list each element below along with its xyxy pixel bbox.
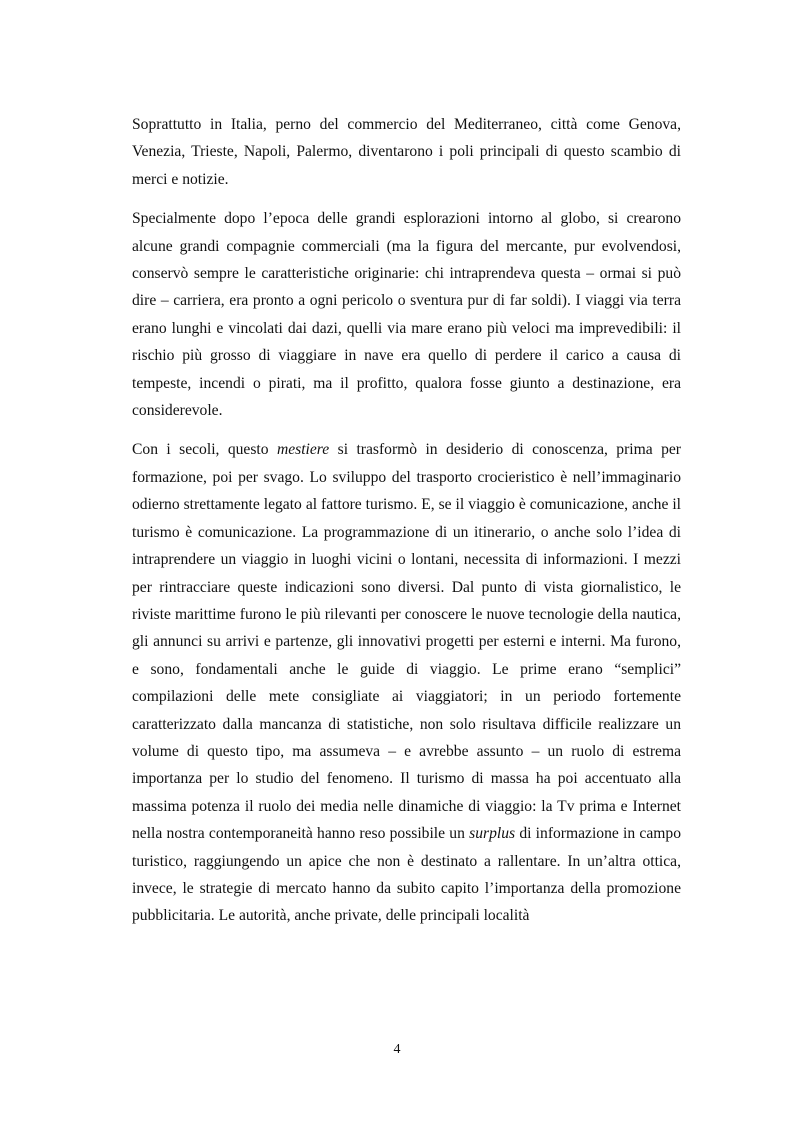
page-number: 4 bbox=[393, 1042, 401, 1057]
text-run: di informazione in campo turistico, raggiungendo un apice che non è destinato a rallentare. In un’altra ottica, invece, le strategie di mercato hanno da subito capito l’importanza della promozione pubblicitaria. Le autorità, anche private, delle principali località bbox=[132, 825, 681, 925]
text-run: si trasformò in desiderio di conoscenza, prima per formazione, poi per svago. Lo sviluppo del trasporto crocieristico è nell’immaginario odierno strettamente legato al fattore turismo. E, se il viaggio è comunicazione, anche il turismo è comunicazione. La programmazione di un itinerario, o anche solo l’idea di intraprendere un viaggio in luoghi vicini o lontani, necessita di informazioni. I mezzi per rintracciare queste indicazioni sono diversi. Dal punto di vista giornalistico, le riviste marittime furono le più rilevanti per conoscere le nuove tecnologie della nautica, gli annunci su arrivi e partenze, gli innovativi progetti per esterni e interni. Ma furono, e sono, fondamentali anche le guide di viaggio. Le prime erano “semplici” compilazioni delle mete consigliate ai viaggiatori; in un periodo fortemente caratterizzato dalla mancanza di statistiche, non solo risultava difficile realizzare un volume di questo tipo, ma assumeva – e avrebbe assunto – un ruolo di estrema importanza per lo studio del fenomeno. Il turismo di massa ha poi accentuato alla massima potenza il ruolo dei media nelle dinamiche di viaggio: la Tv prima e Internet nella nostra contemporaneità hanno reso possibile un bbox=[132, 441, 681, 843]
paragraph bbox=[132, 205, 681, 424]
text-run: Specialmente dopo l’epoca delle grandi esplorazioni intorno al globo, si crearono alcune grandi compagnie commerciali (ma la figura del mercante, pur evolvendosi, conservò sempre le caratteristiche originarie: chi intraprendeva questa – ormai si può dire – carriera, era pronto a ogni pericolo o sventura pur di far soldi). I viaggi via terra erano lunghi e vincolati dai dazi, quelli via mare erano più veloci ma imprevedibili: il rischio più grosso di viaggiare in nave era quello di perdere il carico a causa di tempeste, incendi o pirati, ma il profitto, qualora fosse giunto a destinazione, era considerevole. bbox=[132, 210, 681, 420]
text-run: Con i secoli, questo bbox=[132, 441, 277, 459]
document-body bbox=[132, 111, 681, 942]
text-run: Soprattutto in Italia, perno del commercio del Mediterraneo, città come Genova, Venezia, Trieste, Napoli, Palermo, diventarono i poli principali di questo scambio di merci e notizie. bbox=[132, 116, 681, 188]
paragraph bbox=[132, 436, 681, 929]
italic-text: mestiere bbox=[276, 441, 330, 459]
paragraph bbox=[132, 111, 681, 193]
italic-text: surplus bbox=[469, 825, 516, 843]
